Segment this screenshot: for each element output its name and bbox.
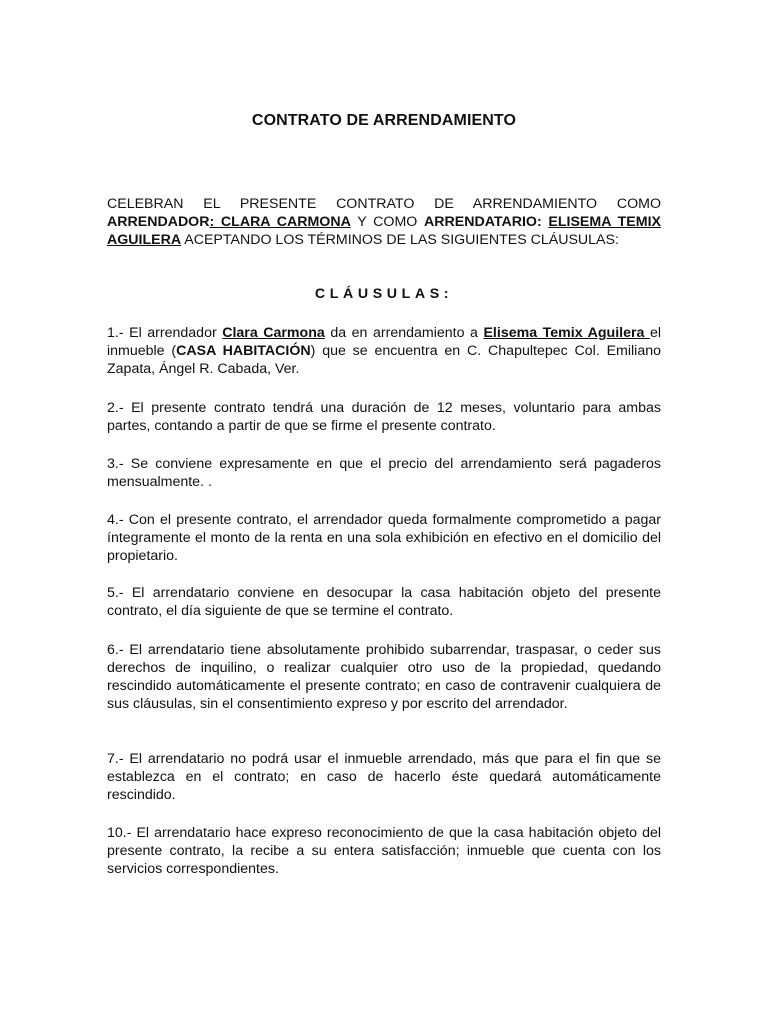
clause-1-text-b: da en arrendamiento a: [324, 325, 484, 341]
clause-3: 3.- Se conviene expresamente en que el precio del arrendamiento será pagaderos mensualmente. .: [107, 456, 661, 490]
clause-1: [107, 324, 661, 378]
arrendatario-label: ARRENDATARIO:: [424, 214, 549, 230]
clause-7: 7.- El arrendatario no podrá usar el inmueble arrendado, más que para el fin que se establezca en el contrato; en caso de hacerlo éste quedará automáticamente rescindido.: [107, 751, 661, 803]
clause-6: 6.- El arrendatario tiene absolutamente prohibido subarrendar, traspasar, o ceder sus derechos de inquilino, o realizar cualquier otro uso de la propiedad, quedando rescindido automáticamente el presente contrato; en caso de contravenir cualquiera de sus cláusulas, sin el consentimiento expreso y por escrito del arrendador.: [107, 642, 661, 712]
intro-text-3: ACEPTANDO LOS TÉRMINOS DE LAS SIGUIENTES CLÁUSULAS:: [181, 232, 619, 248]
clause-2: 2.- El presente contrato tendrá una duración de 12 meses, voluntario para ambas partes, contando a partir de que se firme el presente contrato.: [107, 400, 661, 434]
clause-1-text-a: 1.- El arrendador: [107, 325, 223, 341]
document-title: CONTRATO DE ARRENDAMIENTO: [251, 112, 517, 129]
clause-1-arrendador-name: Clara Carmona: [222, 325, 325, 341]
clause-4: 4.- Con el presente contrato, el arrendador queda formalmente comprometido a pagar íntegramente el monto de la renta en una sola exhibición en efectivo en el domicilio del propietario.: [107, 512, 661, 564]
intro-paragraph: [107, 195, 661, 249]
intro-text-2: Y COMO: [350, 214, 424, 230]
clausulas-heading: CLÁUSULAS:: [314, 286, 454, 302]
arrendador-name: CLARA CARMONA: [220, 214, 351, 230]
intro-text-1: CELEBRAN EL PRESENTE CONTRATO DE ARRENDAMIENTO COMO: [107, 196, 661, 212]
arrendador-label: ARRENDADOR:: [107, 214, 221, 230]
clause-10: 10.- El arrendatario hace expreso reconocimiento de que la casa habitación objeto del presente contrato, la recibe a su entera satisfacción; inmueble que cuenta con los servicios correspondientes.: [107, 825, 661, 877]
clause-1-property-type: CASA HABITACIÓN: [176, 343, 311, 359]
clause-1-text-d: ) que se encuentra en C. Chapultepec Col. Emiliano Zapata, Ángel R. Cabada, Ver.: [107, 343, 661, 377]
arrendatario-name: ELISEMA TEMIX AGUILERA: [107, 214, 661, 248]
clause-1-arrendatario-name: Elisema Temix Aguilera: [483, 325, 650, 341]
clause-1-text-c: el inmueble (: [107, 325, 661, 359]
clause-5: 5.- El arrendatario conviene en desocupar la casa habitación objeto del presente contrato, el día siguiente de que se termine el contrato.: [107, 585, 661, 619]
